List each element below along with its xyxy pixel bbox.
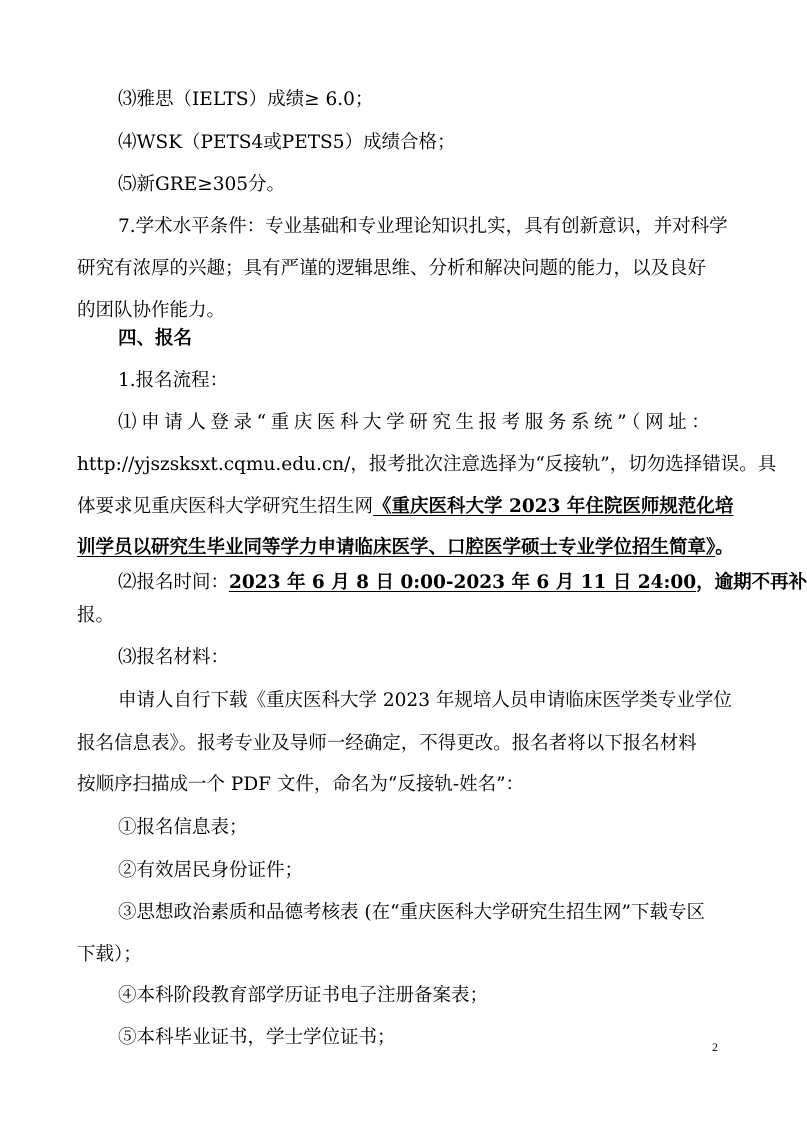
material-item-3-cont: 下载）； (77, 944, 142, 965)
registration-time-label: ⑵报名时间： (118, 572, 230, 593)
brochure-title-link[interactable]: 《重庆医科大学 2023 年住院医师规范化培 (373, 496, 734, 517)
registration-process-heading: 1.报名流程： (118, 370, 229, 391)
registration-time-range: 2023 年 6 月 8 日 0:00-2023 年 6 月 11 日 24:00 (229, 572, 697, 593)
requirements-line (77, 494, 733, 520)
academic-requirement-cont: 研究有浓厚的兴趣；具有严谨的逻辑思维、分析和解决问题的能力，以及良好 (77, 258, 707, 279)
brochure-title-period: 。 (715, 537, 734, 558)
material-item-3: ③思想政治素质和品德考核表 (在“重庆医科大学研究生招生网”下载专区 (118, 902, 706, 923)
material-item-5: ⑤本科毕业证书，学士学位证书； (118, 1027, 396, 1048)
requirements-text: 体要求见重庆医科大学研究生招生网 (77, 496, 374, 517)
login-instruction: ⑴申请人登录“重庆医科大学研究生报考服务系统”（网址： (118, 412, 715, 433)
academic-requirement-end: 的团队协作能力。 (77, 300, 226, 321)
item-ielts: ⑶雅思（IELTS）成绩≥ 6.0； (118, 89, 374, 110)
registration-time (118, 570, 807, 596)
materials-instruction: 申请人自行下载《重庆医科大学 2023 年规培人员申请临床医学类专业学位 (118, 690, 732, 711)
materials-instruction-cont: 报名信息表》。报考专业及导师一经确定，不得更改。报名者将以下报名材料 (77, 733, 697, 754)
material-item-2: ②有效居民身份证件； (118, 860, 304, 881)
material-item-1: ①报名信息表； (118, 817, 248, 838)
registration-time-note: ，逾期不再补 (696, 572, 807, 593)
academic-requirement: 7.学术水平条件：专业基础和专业理论知识扎实，具有创新意识，并对科学 (118, 216, 728, 237)
section-heading-registration: 四、报名 (118, 328, 193, 349)
item-gre: ⑸新GRE≥305分。 (118, 174, 286, 195)
material-item-4: ④本科阶段教育部学历证书电子注册备案表； (118, 985, 489, 1006)
materials-instruction-end: 按顺序扫描成一个 PDF 文件，命名为“反接轨-姓名”： (77, 774, 525, 795)
login-url-line: http://yjszsksxt.cqmu.edu.cn/，报考批次注意选择为“反接轨”，切勿选择错误。具 (77, 454, 777, 475)
brochure-title-link-cont[interactable]: 训学员以研究生毕业同等学力申请临床医学、口腔医学硕士专业学位招生简章》 (77, 537, 716, 558)
registration-time-end: 报。 (77, 605, 115, 626)
item-wsk: ⑷WSK（PETS4或PETS5）成绩合格； (118, 132, 456, 153)
materials-heading: ⑶报名材料： (118, 647, 230, 668)
page-number: 2 (712, 1040, 718, 1054)
brochure-title-line (77, 535, 734, 561)
